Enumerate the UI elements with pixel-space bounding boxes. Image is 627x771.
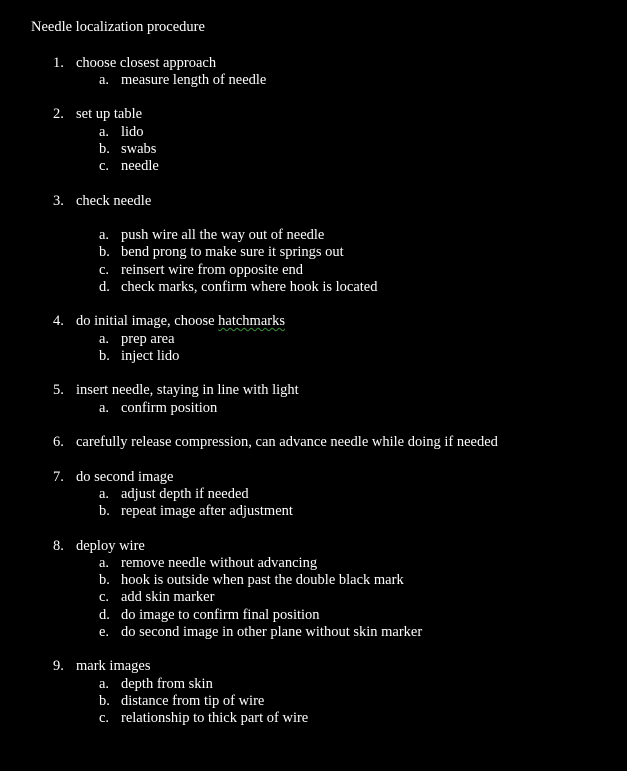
subitem-letter: a. xyxy=(99,124,110,140)
subitem-letter: a. xyxy=(99,676,110,692)
subitem-text: distance from tip of wire xyxy=(121,693,265,709)
subitem-text: needle xyxy=(121,158,159,174)
subitem-text: prep area xyxy=(121,331,175,347)
subitem-letter: b. xyxy=(99,572,110,588)
item-text: check needle xyxy=(76,193,152,209)
item-number: 8. xyxy=(53,538,64,554)
item-number: 4. xyxy=(53,313,64,329)
item-text: mark images xyxy=(76,658,151,674)
subitem-text: hook is outside when past the double black mark xyxy=(121,572,404,588)
subitem-text: repeat image after adjustment xyxy=(121,503,293,519)
subitem-letter: a. xyxy=(99,400,110,416)
subitem-letter: c. xyxy=(99,589,110,605)
item-number: 6. xyxy=(53,434,64,450)
subitem-text: relationship to thick part of wire xyxy=(121,710,309,726)
subitem-text: check marks, confirm where hook is located xyxy=(121,279,378,295)
subitem-letter: b. xyxy=(99,244,110,260)
subitem-letter: b. xyxy=(99,503,110,519)
subitem-letter: b. xyxy=(99,141,110,157)
subitem-text: swabs xyxy=(121,141,157,157)
subitem-text: measure length of needle xyxy=(121,72,267,88)
subitem-text: depth from skin xyxy=(121,676,213,692)
item-text: deploy wire xyxy=(76,538,145,554)
subitem-letter: d. xyxy=(99,279,110,295)
subitem-letter: b. xyxy=(99,693,110,709)
subitem-text: do second image in other plane without skin marker xyxy=(121,624,423,640)
subitem-text: confirm position xyxy=(121,400,218,416)
subitem-letter: c. xyxy=(99,262,110,278)
subitem-letter: a. xyxy=(99,486,110,502)
subitem-text: inject lido xyxy=(121,348,180,364)
subitem-text: push wire all the way out of needle xyxy=(121,227,325,243)
item-number: 5. xyxy=(53,382,64,398)
subitem-letter: d. xyxy=(99,607,110,623)
spellcheck-flagged-word[interactable]: hatchmarks xyxy=(218,313,285,329)
item-text: set up table xyxy=(76,106,143,122)
subitem-letter: b. xyxy=(99,348,110,364)
document-title: Needle localization procedure xyxy=(31,19,205,35)
subitem-text: adjust depth if needed xyxy=(121,486,249,502)
item-number: 9. xyxy=(53,658,64,674)
item-number: 3. xyxy=(53,193,64,209)
subitem-letter: a. xyxy=(99,331,110,347)
item-text: carefully release compression, can advance needle while doing if needed xyxy=(76,434,498,450)
subitem-text: reinsert wire from opposite end xyxy=(121,262,304,278)
subitem-letter: e. xyxy=(99,624,110,640)
subitem-text: do image to confirm final position xyxy=(121,607,320,623)
subitem-letter: a. xyxy=(99,227,110,243)
item-number: 7. xyxy=(53,469,64,485)
subitem-letter: a. xyxy=(99,555,110,571)
item-text xyxy=(76,313,285,330)
subitem-text: remove needle without advancing xyxy=(121,555,318,571)
subitem-letter: a. xyxy=(99,72,110,88)
item-text: choose closest approach xyxy=(76,55,217,71)
subitem-letter: c. xyxy=(99,710,110,726)
subitem-text: bend prong to make sure it springs out xyxy=(121,244,344,260)
item-text: insert needle, staying in line with light xyxy=(76,382,299,398)
item-text: do second image xyxy=(76,469,174,485)
item-text-prefix: do initial image, choose xyxy=(76,313,219,329)
subitem-letter: c. xyxy=(99,158,110,174)
subitem-text: add skin marker xyxy=(121,589,215,605)
subitem-text: lido xyxy=(121,124,144,140)
item-number: 1. xyxy=(53,55,64,71)
item-number: 2. xyxy=(53,106,64,122)
